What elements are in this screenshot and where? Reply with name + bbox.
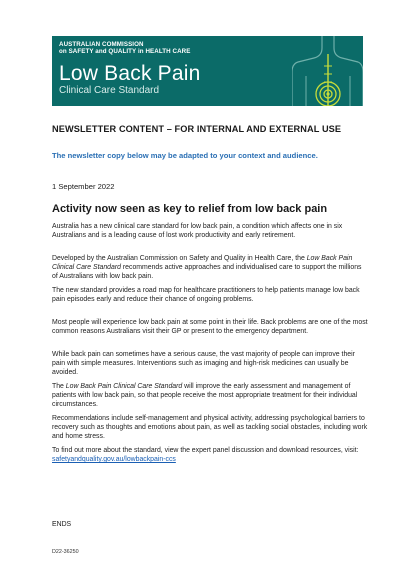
banner-title: Low Back Pain — [59, 62, 201, 85]
article-title: Activity now seen as key to relief from low back pain — [52, 203, 328, 215]
paragraph-6-standard-name: Low Back Pain Clinical Care Standard — [65, 383, 183, 390]
publish-date: 1 September 2022 — [52, 182, 115, 191]
paragraph-1: Australia has a new clinical care standard for low back pain, a condition which affects one in six Australians and is a leading cause of lost work productivity and early retirement. — [52, 223, 343, 240]
paragraph-4: Most people will experience low back pain at some point in their life. Back problems are one of the most common reasons Australians visit their GP or present to the emergency department. — [52, 319, 368, 336]
banner-subtitle: Clinical Care Standard — [59, 85, 160, 96]
paragraph-2-standard-name: Low Back Pain Clinical Care Standard — [52, 255, 353, 272]
commission-logo-text — [59, 41, 190, 55]
org-line-1: AUSTRALIAN COMMISSION — [59, 41, 144, 48]
paragraph-8-pre: To find out more about the standard, view the expert panel discussion and download resources, visit: — [52, 447, 359, 454]
spine-figure-icon — [292, 36, 363, 106]
intro-note: The newsletter copy below may be adapted to your context and audience. — [52, 151, 318, 160]
resources-link[interactable]: safetyandquality.gov.au/lowbackpain-ccs — [52, 456, 176, 464]
ends-marker: ENDS — [52, 521, 72, 528]
document-reference: D22-36250 — [52, 549, 79, 555]
org-line-2: on SAFETY and QUALITY in HEALTH CARE — [59, 48, 191, 55]
paragraph-5: While back pain can sometimes have a serious cause, the vast majority of people can improve their pain with simple measures. Interventions such as imaging and high-risk medicines can usually be avoided. — [52, 351, 355, 377]
paragraph-8 — [52, 446, 368, 464]
paragraph-3: The new standard provides a road map for healthcare practitioners to help patients manage low back pain episodes early and reduce their chance of ongoing problems. — [52, 287, 360, 304]
paragraph-6-pre: The — [52, 383, 66, 390]
paragraph-6 — [52, 382, 368, 410]
paragraph-2 — [52, 254, 368, 282]
header-banner — [52, 36, 363, 106]
paragraph-2-text: Developed by the Australian Commission on Safety and Quality in Health Care, the Low Back Pain Clinical Care Standard recommends active approaches and individualised care to support the millions of Australians with low back pain. — [52, 255, 362, 281]
paragraph-7: Recommendations include self-management and physical activity, addressing psychological barriers to recovery such as thoughts and emotions about pain, as well as tackling social obstacles, including work and home stress. — [52, 415, 368, 441]
paragraph-6-post: will improve the early assessment and management of patients with low back pain, so that people receive the most appropriate treatment for their individual circumstances. — [52, 383, 358, 409]
page-heading: NEWSLETTER CONTENT – FOR INTERNAL AND EXTERNAL USE — [52, 124, 342, 134]
